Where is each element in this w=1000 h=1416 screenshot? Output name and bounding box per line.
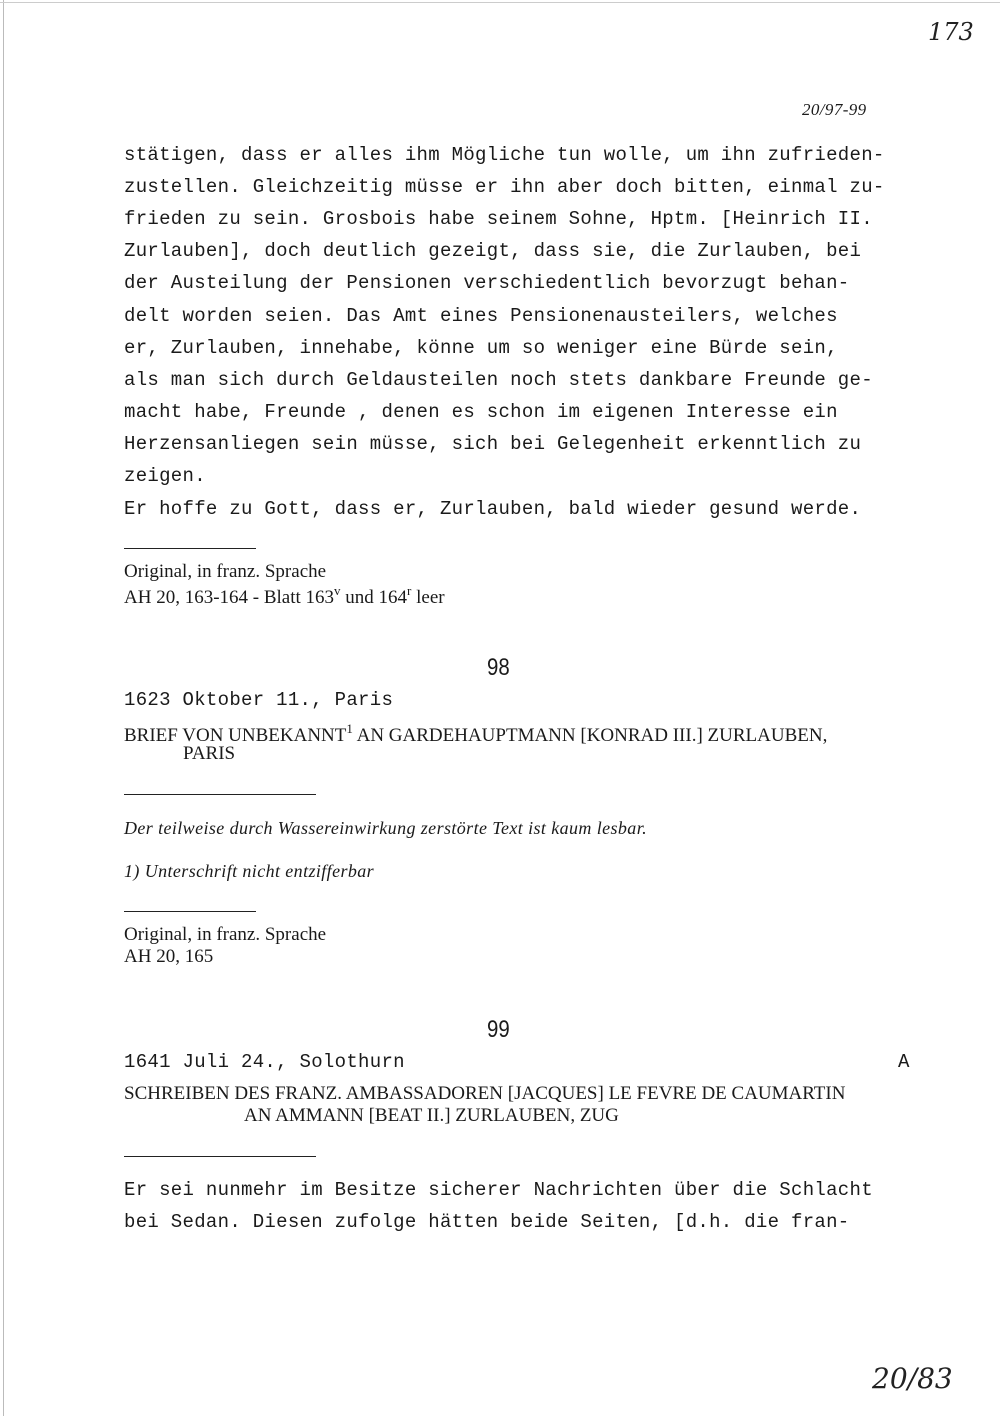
entry-99-marker: A: [898, 1051, 910, 1073]
entry-number-99: 99: [487, 1016, 510, 1043]
source-divider: [124, 911, 256, 912]
letter-97-line: frieden zu sein. Grosbois habe seinem Sohne, Hptm. [Heinrich II.: [124, 208, 873, 230]
letter-97-line: macht habe, Freunde , denen es schon im eigenen Interesse ein: [124, 401, 838, 423]
entry-98-title: BRIEF VON UNBEKANNT$^1$ AN GARDEHAUPTMANN [KONRAD III.] ZURLAUBEN,: [124, 721, 828, 746]
letter-97-line: delt worden seien. Das Amt eines Pensionenausteilers, welches: [124, 305, 838, 327]
letter-97-line: Zurlauben], doch deutlich gezeigt, dass sie, die Zurlauben, bei: [124, 240, 862, 262]
entry-99-title-cont: AN AMMANN [BEAT II.] ZURLAUBEN, ZUG: [244, 1105, 619, 1126]
letter-97-line: der Austeilung der Pensionen verschiedentlich bevorzugt behan-: [124, 272, 850, 294]
letter-97-line: als man sich durch Geldausteilen noch stets dankbare Freunde ge-: [124, 369, 873, 391]
entry-98-divider: [124, 794, 316, 795]
entry-98-source: Original, in franz. Sprache: [124, 924, 327, 945]
letter-97-archive-ref: AH 20, 163-164 - Blatt 163$^v$ und 164$^r$ leer: [124, 583, 445, 608]
scan-edge-left: [3, 0, 4, 1416]
entry-number-98: 98: [487, 654, 510, 681]
handwritten-folio-mark: 20/83: [872, 1362, 953, 1395]
letter-97-line: zeigen.: [124, 465, 206, 487]
entry-99-title: SCHREIBEN DES FRANZ. AMBASSADOREN [JACQUES] LE FEVRE DE CAUMARTIN: [124, 1083, 846, 1104]
handwritten-page-number: 173: [928, 18, 974, 46]
letter-97-source: Original, in franz. Sprache: [124, 561, 327, 582]
entry-99-body-line: bei Sedan. Diesen zufolge hätten beide Seiten, [d.h. die fran-: [124, 1211, 850, 1233]
letter-97-line: zustellen. Gleichzeitig müsse er ihn aber doch bitten, einmal zu-: [124, 176, 885, 198]
entry-99-date: 1641 Juli 24., Solothurn: [124, 1051, 405, 1073]
letter-97-line: Er hoffe zu Gott, dass er, Zurlauben, bald wieder gesund werde.: [124, 498, 862, 520]
letter-97-line: stätigen, dass er alles ihm Mögliche tun wolle, um ihn zufrieden-: [124, 144, 885, 166]
entry-98-title-cont: PARIS: [183, 743, 236, 764]
scan-edge-top: [0, 2, 1000, 3]
entry-99-body-line: Er sei nunmehr im Besitze sicherer Nachrichten über die Schlacht: [124, 1179, 873, 1201]
entry-99-divider: [124, 1156, 316, 1157]
entry-98-footnote: 1) Unterschrift nicht entzifferbar: [124, 861, 375, 881]
entry-98-date: 1623 Oktober 11., Paris: [124, 689, 394, 711]
letter-97-line: er, Zurlauben, innehabe, könne um so weniger eine Bürde sein,: [124, 337, 838, 359]
entry-98-note: Der teilweise durch Wassereinwirkung zerstörte Text ist kaum lesbar.: [124, 818, 648, 838]
letter-97-line: Herzensanliegen sein müsse, sich bei Gelegenheit erkenntlich zu: [124, 433, 862, 455]
file-reference: 20/97-99: [802, 100, 867, 119]
source-divider: [124, 548, 256, 549]
entry-98-archive-ref: AH 20, 165: [124, 946, 214, 967]
